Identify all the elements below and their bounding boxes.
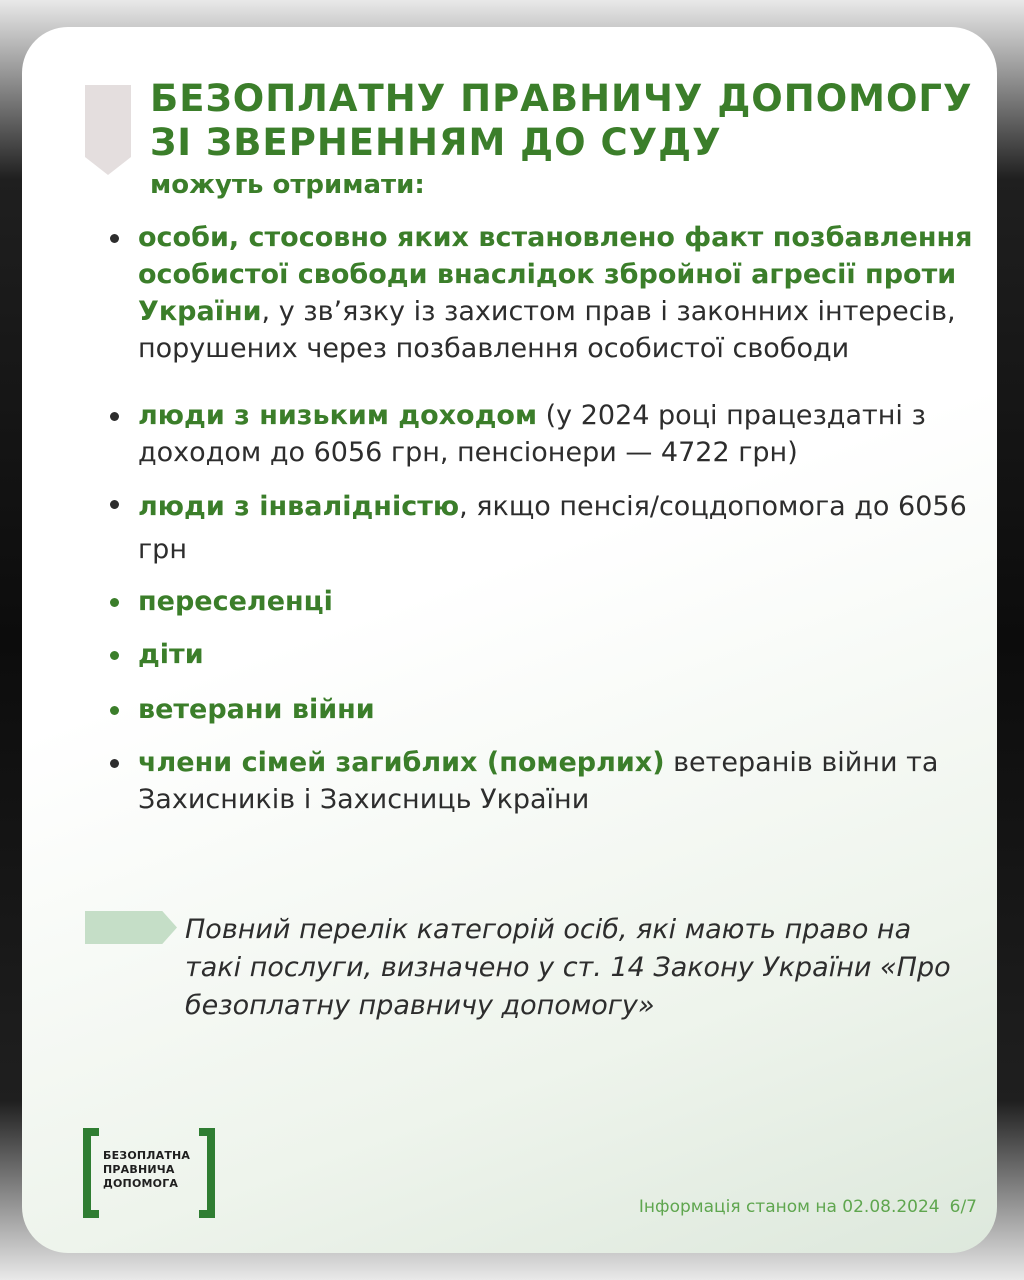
arrow-decoration <box>85 911 177 944</box>
eligibility-list <box>102 219 982 818</box>
logo <box>83 1128 215 1218</box>
title-line-2: ЗІ ЗВЕРНЕННЯМ ДО СУДУ <box>150 121 722 164</box>
legal-note: Повний перелік категорій осіб, які мають право на такі послуги, визначено у ст. 14 Закону України «Про безоплатну правничу допомогу» <box>185 914 951 1021</box>
list-item <box>102 744 982 818</box>
item-text: ветеранів війни та Захисників і Захисниць України <box>138 747 939 815</box>
list-item <box>102 691 982 728</box>
bookmark-decoration <box>85 85 131 175</box>
list-item <box>102 583 982 620</box>
item-highlight: члени сімей загиблих (померлих) <box>138 747 665 778</box>
title-line-1: БЕЗОПЛАТНУ ПРАВНИЧУ ДОПОМОГУ <box>150 77 973 120</box>
item-highlight: особи, стосовно яких встановлено факт позбавлення особистої свободи внаслідок збройної агресії проти України <box>138 222 973 327</box>
logo-line-2: ПРАВНИЧА <box>103 1163 175 1176</box>
item-highlight: ветерани війни <box>138 694 375 725</box>
item-highlight: діти <box>138 639 204 670</box>
footer <box>582 1197 977 1217</box>
item-highlight: люди з інвалідністю <box>138 491 460 522</box>
logo-text <box>103 1149 203 1191</box>
item-text: (у 2024 році працездатні з доходом до 6056 грн, пенсіонери — 4722 грн) <box>138 400 926 468</box>
logo-line-1: БЕЗОПЛАТНА <box>103 1149 191 1162</box>
list-item <box>102 485 982 571</box>
logo-bracket-right-icon <box>199 1128 215 1218</box>
list-item <box>102 219 982 367</box>
list-item <box>102 397 982 471</box>
subtitle: можуть отримати: <box>150 170 425 200</box>
page-title <box>150 77 973 165</box>
item-highlight: люди з низьким доходом <box>138 400 538 431</box>
item-text: , у зв’язку із захистом прав і законних інтересів, порушених через позбавлення особистої свободи <box>138 296 956 364</box>
logo-bracket-left-icon <box>83 1128 99 1218</box>
info-card <box>22 27 997 1253</box>
logo-line-3: ДОПОМОГА <box>103 1177 179 1190</box>
item-text: , якщо пенсія/соцдопомога до 6056 грн <box>138 491 967 565</box>
page-indicator: 6/7 <box>949 1197 977 1217</box>
list-item <box>102 636 982 673</box>
footer-info: Інформація станом на 02.08.2024 <box>638 1197 940 1217</box>
item-highlight: переселенці <box>138 586 333 617</box>
